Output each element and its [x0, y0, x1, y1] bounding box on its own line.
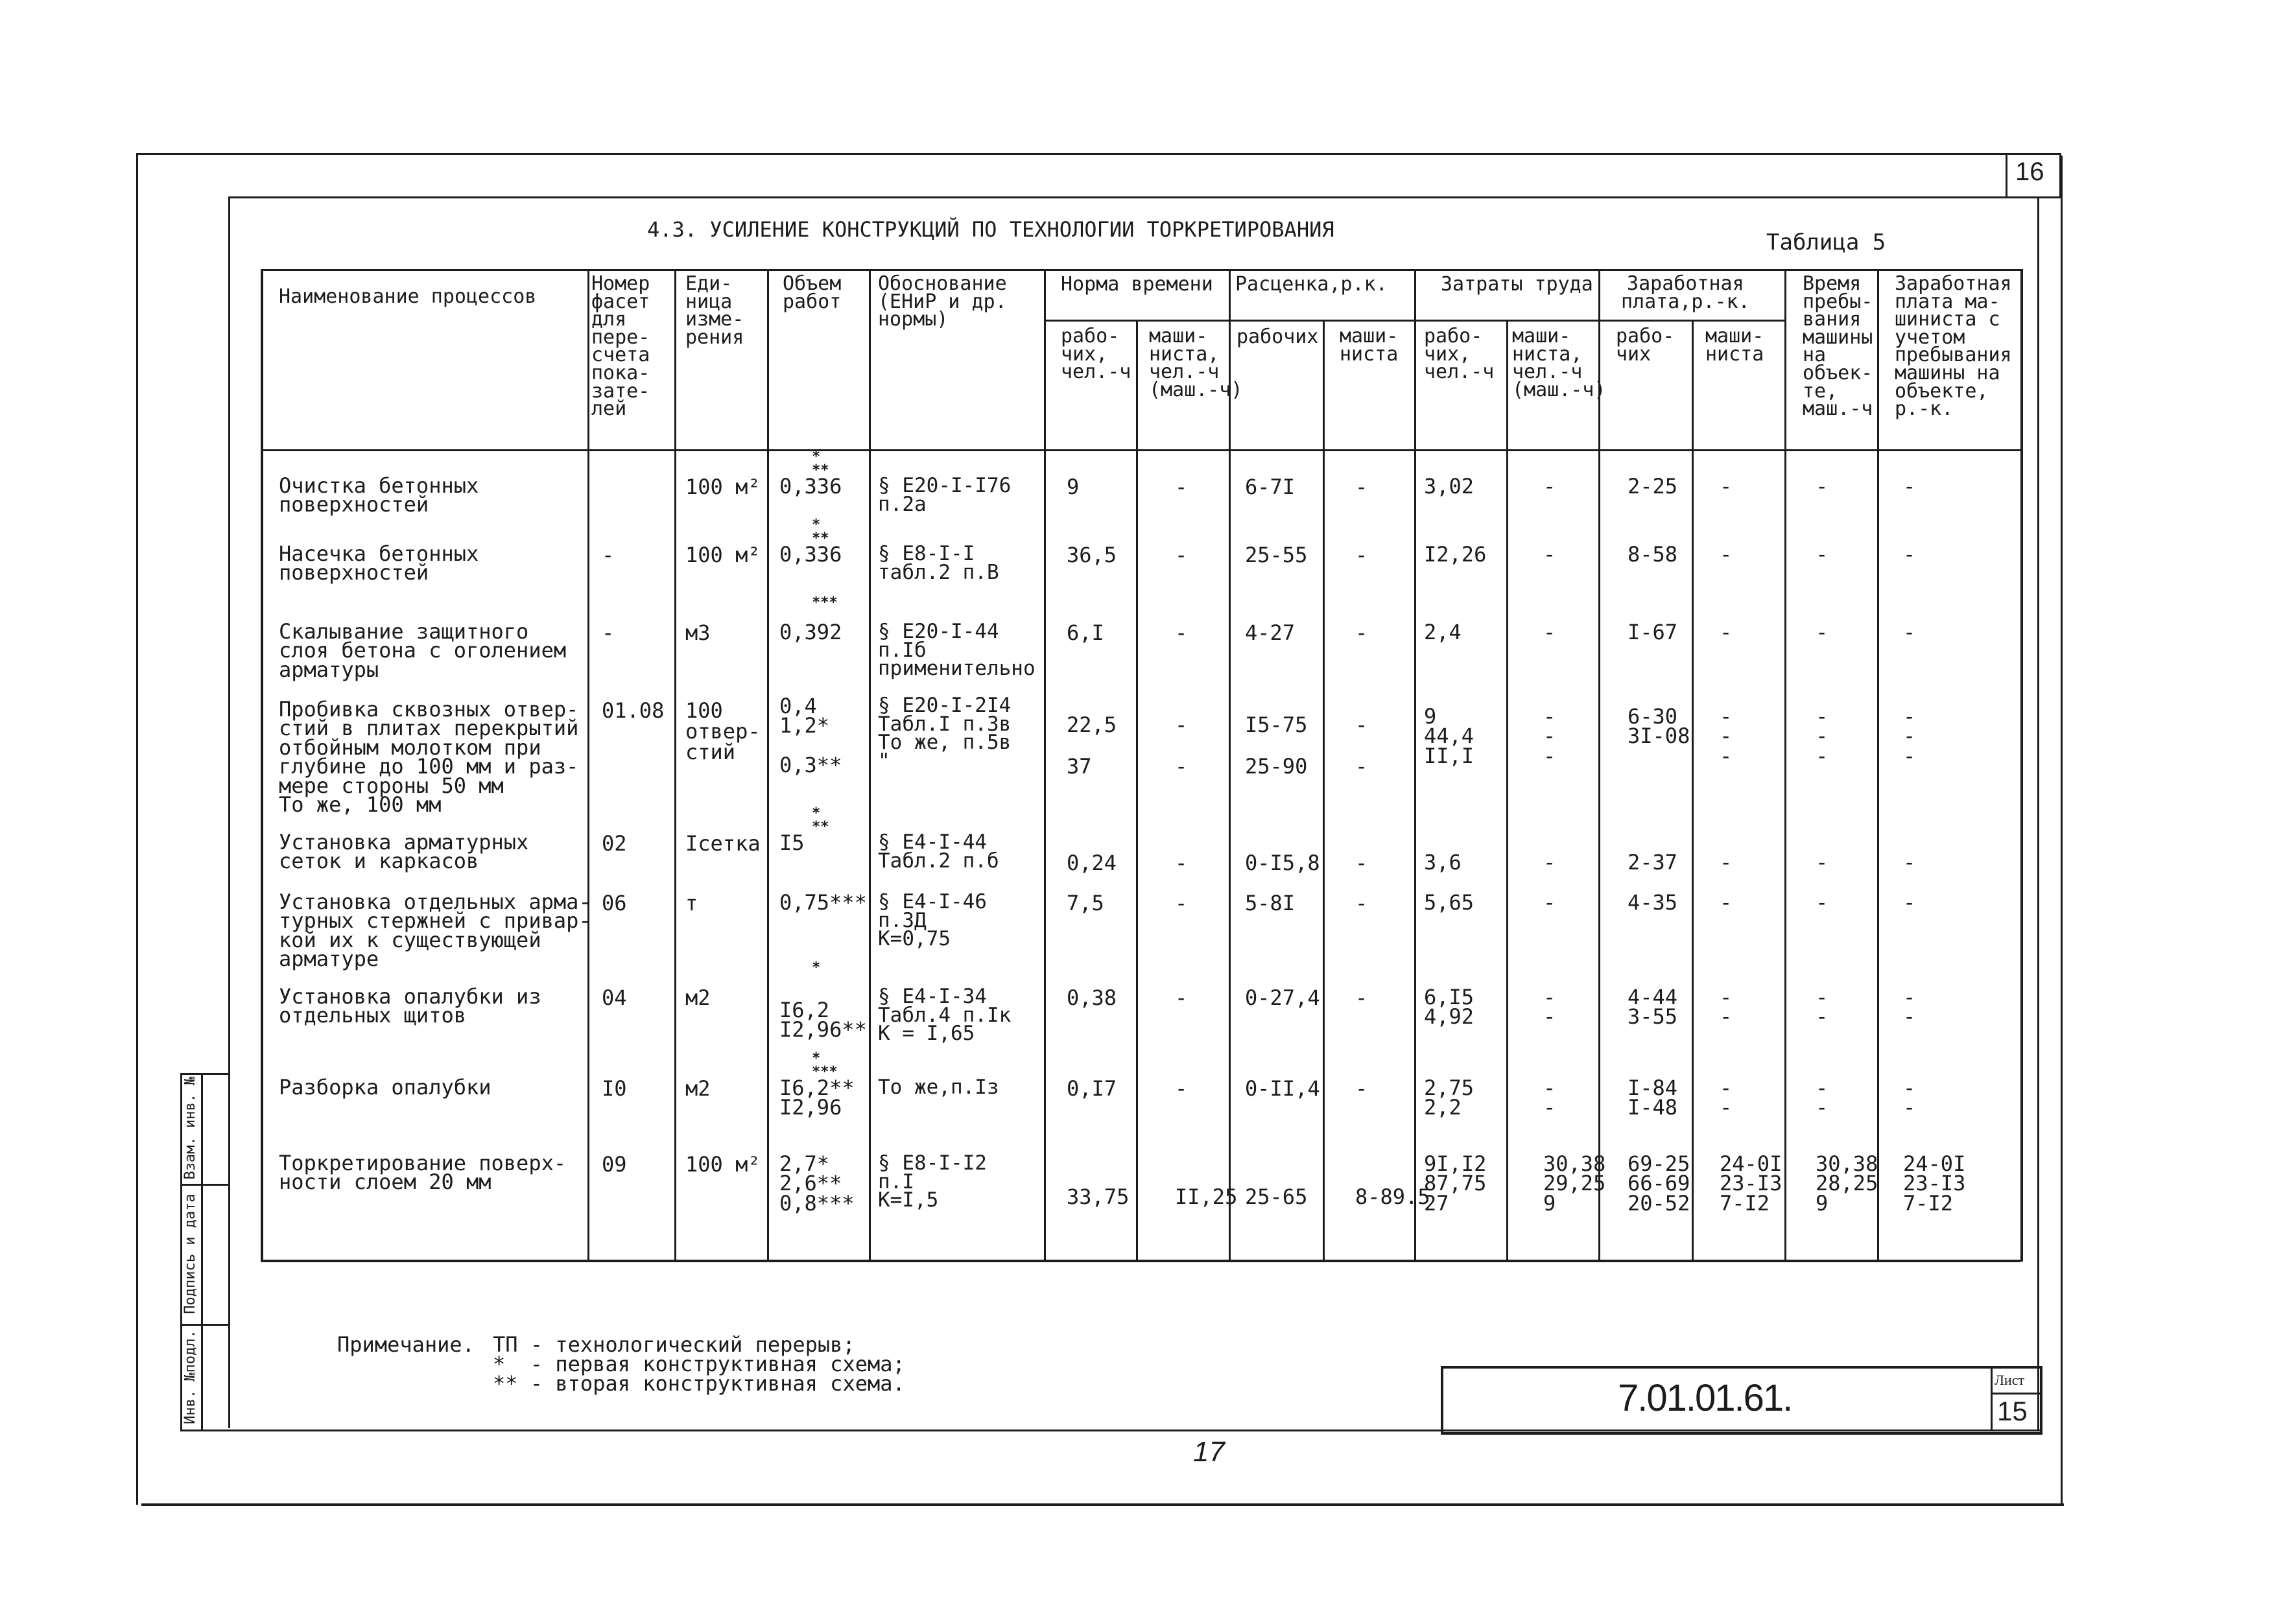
row-1-facet: -: [602, 543, 615, 567]
row-1-volume: 0,336: [779, 542, 842, 567]
row-2-volume-mark: ***: [812, 594, 838, 611]
row-2-facet: -: [602, 620, 615, 645]
row-2-wage-m: -: [1720, 620, 1733, 644]
row-1-unit: 100 м²: [685, 543, 761, 567]
hdr-machine-wage: Заработная плата ма- шиниста с учетом пребывания машины на объекте, р.-к.: [1895, 272, 2012, 421]
row-5-mtime: -: [1816, 890, 1829, 915]
row-7-volume: I6,2** I2,96: [779, 1076, 855, 1120]
row-6-mtime: - -: [1816, 985, 1829, 1030]
row-3-rate-m: - -: [1355, 712, 1368, 779]
hdr-machine-time: Время пребы- вания машины на объек- те, маш.-ч: [1803, 272, 1873, 421]
row-8-norm-m: II,25: [1175, 1184, 1238, 1209]
row-6-unit: м2: [685, 985, 711, 1010]
row-6-labor-m: - -: [1543, 985, 1556, 1030]
note-label: Примечание.: [337, 1332, 475, 1357]
row-2-rate-m: -: [1355, 620, 1368, 645]
hdr-rate-machinist: маши- ниста: [1340, 325, 1399, 366]
row-5-rate-w: 5-8I: [1245, 891, 1296, 915]
hdr-wage: Заработная плата,р.-к.: [1621, 272, 1750, 313]
table-col-line-2: [767, 269, 769, 1260]
table-col-line-5: [1229, 269, 1231, 1260]
hdr-wage-worker: рабо- чих: [1616, 325, 1675, 366]
row-8-rate-w: 25-65: [1245, 1184, 1308, 1209]
row-2-rate-w: 4-27: [1245, 620, 1296, 645]
table-col-line-9: [1877, 269, 1879, 1260]
row-7-wage-w: I-84 I-48: [1628, 1076, 1678, 1120]
row-7-basis: То же,п.Iз: [878, 1076, 999, 1099]
row-4-volume-mark: * **: [812, 805, 829, 835]
row-5-volume: 0,75***: [779, 890, 867, 915]
hdr-name: Наименование процессов: [279, 285, 537, 308]
row-0-wage-m: -: [1720, 474, 1733, 499]
row-6-basis: § Е4-I-34 Табл.4 п.Iк К = I,65: [878, 985, 1012, 1046]
note-line-1: ТП - технологический перерыв;: [493, 1332, 855, 1357]
row-1-labor-m: -: [1543, 542, 1556, 567]
row-3-rate-w: I5-75 25-90: [1245, 712, 1308, 779]
hdr-norm-worker: рабо- чих, чел.-ч: [1061, 325, 1131, 384]
row-3-basis: § Е20-I-2I4 Табл.I п.3в То же, п.5в ": [878, 694, 1012, 773]
row-7-labor-w: 2,75 2,2: [1424, 1076, 1474, 1120]
row-6-name: Установка опалубки из отдельных щитов: [279, 984, 541, 1028]
row-3-wage-m: - - -: [1720, 704, 1733, 768]
hdr-norm: Норма времени: [1061, 273, 1213, 296]
table-subcol-line-1: [1323, 320, 1325, 1260]
hdr-rate: Расценка,р.к.: [1235, 273, 1388, 296]
frame-inner-top: [228, 196, 2037, 198]
hdr-labor-worker: рабо- чих, чел.-ч: [1424, 325, 1495, 384]
row-3-labor-w: 9 44,4 II,I: [1424, 704, 1474, 768]
row-6-mwage: - -: [1903, 985, 1916, 1030]
corner-number: 16: [2015, 158, 2044, 186]
row-5-wage-m: -: [1720, 890, 1733, 915]
row-7-volume-mark: * ***: [812, 1050, 838, 1080]
hdr-volume: Объем работ: [783, 272, 842, 313]
table-border-right: [2020, 269, 2023, 1262]
row-7-labor-m: - -: [1543, 1076, 1556, 1120]
hdr-basis: Обоснование (ЕНиР и др. нормы): [878, 272, 1007, 331]
row-6-norm-m: -: [1175, 985, 1188, 1010]
row-8-unit: 100 м²: [685, 1152, 761, 1177]
row-2-norm-m: -: [1175, 620, 1188, 645]
row-2-norm-w: 6,I: [1067, 620, 1104, 645]
row-3-volume: 0,4 1,2* 0,3**: [779, 694, 842, 778]
row-2-wage-w: I-67: [1628, 620, 1678, 644]
row-1-wage-w: 8-58: [1628, 542, 1678, 567]
stamp-sheet-divider: [1991, 1393, 2040, 1395]
row-0-mtime: -: [1816, 474, 1829, 499]
row-6-wage-m: - -: [1720, 985, 1733, 1030]
table-border-left: [261, 269, 263, 1262]
table-col-line-0: [587, 269, 589, 1260]
row-0-basis: § Е20-I-I76 п.2а: [878, 474, 1012, 516]
row-8-mtime: 30,38 28,25 9: [1816, 1151, 1878, 1216]
row-2-name: Скалывание защитного слоя бетона с оголением арматуры: [279, 619, 567, 682]
row-2-labor-w: 2,4: [1424, 620, 1462, 644]
row-6-wage-w: 4-44 3-55: [1628, 985, 1678, 1030]
row-2-volume: 0,392: [779, 620, 842, 644]
hdr-facet: Номер фасет для пере- счета пока- зате- лей: [591, 272, 650, 421]
row-4-norm-w: 0,24: [1067, 851, 1117, 875]
row-6-rate-w: 0-27,4: [1245, 985, 1320, 1010]
section-title: 4.3. УСИЛЕНИЕ КОНСТРУКЦИЙ ПО ТЕХНОЛОГИИ ТОРКРЕТИРОВАНИЯ: [647, 217, 1334, 242]
row-8-norm-w: 33,75: [1067, 1184, 1130, 1209]
bottom-page-number: 17: [1193, 1436, 1225, 1468]
row-1-volume-mark: * **: [812, 517, 829, 547]
row-0-unit: 100 м²: [685, 475, 761, 499]
row-6-volume-mark: *: [812, 959, 821, 976]
row-5-basis: § Е4-I-46 п.3Д К=0,75: [878, 890, 987, 951]
stamp-code: 7.01.01.61.: [1618, 1377, 1792, 1419]
row-4-labor-m: -: [1543, 850, 1556, 875]
row-6-volume: I6,2 I2,96**: [779, 998, 867, 1042]
row-0-norm-m: -: [1175, 475, 1188, 499]
row-4-unit: Iсетка: [685, 831, 761, 856]
row-0-mwage: -: [1903, 474, 1916, 499]
row-1-mwage: -: [1903, 542, 1916, 567]
table-col-line-1: [674, 269, 676, 1260]
hdr-norm-machinist: маши- ниста, чел.-ч (маш.-ч): [1149, 325, 1243, 401]
row-8-rate-m: 8-89.5: [1355, 1184, 1430, 1209]
hdr-wage-machinist: маши- ниста: [1705, 325, 1764, 366]
table-subcol-line-2: [1506, 320, 1508, 1260]
side-label-podl: Инв. №подл.: [182, 1330, 198, 1424]
table-border-top: [261, 269, 2020, 271]
row-2-unit: м3: [685, 620, 711, 645]
row-2-basis: § Е20-I-44 п.Iб применительно: [878, 620, 1036, 681]
side-label-sign: Подпись и дата: [182, 1194, 198, 1314]
row-8-labor-m: 30,38 29,25 9: [1543, 1151, 1606, 1216]
row-5-wage-w: 4-35: [1628, 890, 1678, 915]
frame-inner-left: [228, 196, 230, 1428]
row-3-norm-w: 22,5 37: [1067, 712, 1117, 779]
row-5-norm-m: -: [1175, 891, 1188, 915]
table-subheader-line-0: [1044, 320, 1229, 322]
row-3-norm-m: - -: [1175, 712, 1188, 779]
row-6-rate-m: -: [1355, 985, 1368, 1010]
row-6-facet: 04: [602, 985, 627, 1010]
row-6-norm-w: 0,38: [1067, 985, 1117, 1010]
side-strip-div2: [180, 1324, 230, 1326]
row-1-rate-m: -: [1355, 543, 1368, 567]
table-subcol-line-3: [1692, 320, 1694, 1260]
row-8-wage-m: 24-0I 23-I3 7-I2: [1720, 1151, 1782, 1216]
row-1-mtime: -: [1816, 542, 1829, 567]
row-0-rate-m: -: [1355, 475, 1368, 499]
row-4-wage-w: 2-37: [1628, 850, 1678, 875]
table-col-line-7: [1598, 269, 1600, 1260]
row-7-name: Разборка опалубки: [279, 1075, 491, 1100]
side-strip-div1: [180, 1184, 230, 1186]
row-5-mwage: -: [1903, 890, 1916, 915]
row-8-name: Торкретирование поверх- ности слоем 20 мм: [279, 1151, 567, 1195]
row-0-labor-w: 3,02: [1424, 474, 1474, 499]
row-4-name: Установка арматурных сеток и каркасов: [279, 830, 529, 874]
row-3-wage-w: 6-30 3I-08: [1628, 704, 1690, 749]
row-1-wage-m: -: [1720, 542, 1733, 567]
row-4-mwage: -: [1903, 850, 1916, 875]
row-7-unit: м2: [685, 1076, 711, 1101]
stamp-sheet-label: Лист: [1995, 1372, 2025, 1388]
row-1-rate-w: 25-55: [1245, 543, 1308, 567]
row-3-mtime: - - -: [1816, 704, 1829, 768]
row-7-rate-w: 0-II,4: [1245, 1076, 1320, 1101]
row-8-basis: § Е8-I-I2 п.I К=I,5: [878, 1151, 987, 1212]
hdr-rate-worker: рабочих: [1237, 325, 1319, 348]
table-label: Таблица 5: [1766, 229, 1886, 255]
frame-outer-left: [136, 153, 138, 1505]
row-4-rate-m: -: [1355, 851, 1368, 875]
row-1-basis: § Е8-I-I табл.2 п.В: [878, 542, 999, 584]
row-7-wage-m: - -: [1720, 1076, 1733, 1120]
row-7-norm-m: -: [1175, 1076, 1188, 1101]
table-col-line-8: [1784, 269, 1786, 1260]
row-4-volume: I5: [779, 830, 805, 855]
stamp-divider: [1991, 1366, 1993, 1431]
row-0-norm-w: 9: [1067, 475, 1080, 499]
row-8-mwage: 24-0I 23-I3 7-I2: [1903, 1151, 1966, 1216]
frame-outer-bottom: [141, 1503, 2064, 1506]
hdr-unit: Еди- ница изме- рения: [685, 272, 744, 349]
table-subheader-line-1: [1229, 320, 1414, 322]
row-4-labor-w: 3,6: [1424, 850, 1462, 875]
row-4-mtime: -: [1816, 850, 1829, 875]
row-3-facet: 01.08: [602, 698, 665, 723]
row-1-norm-m: -: [1175, 543, 1188, 567]
row-5-facet: 06: [602, 891, 627, 915]
table-col-line-4: [1044, 269, 1046, 1260]
table-col-line-3: [869, 269, 871, 1260]
row-4-wage-m: -: [1720, 850, 1733, 875]
row-4-norm-m: -: [1175, 851, 1188, 875]
row-4-facet: 02: [602, 831, 627, 856]
row-2-labor-m: -: [1543, 620, 1556, 644]
frame-outer-top: [136, 153, 2037, 155]
row-4-basis: § Е4-I-44 Табл.2 п.б: [878, 830, 999, 873]
row-8-labor-w: 9I,I2 87,75 27: [1424, 1151, 1487, 1216]
row-5-labor-w: 5,65: [1424, 890, 1474, 915]
row-7-facet: I0: [602, 1076, 627, 1101]
row-5-norm-w: 7,5: [1067, 891, 1104, 915]
note-line-3: ** - вторая конструктивная схема.: [493, 1371, 905, 1396]
table-subheader-line-2: [1414, 320, 1598, 322]
row-7-mwage: - -: [1903, 1076, 1916, 1120]
row-3-name: Пробивка сквозных отвер- стий в плитах перекрытий отбойным молотком при глубине до 100 мм и раз- мере стороны 50 мм То же, 100 мм: [279, 697, 579, 818]
side-strip-mid: [201, 1073, 203, 1431]
row-5-name: Установка отдельных арма- турных стержней с привар- кой их к существующей арматуре: [279, 889, 591, 972]
row-5-unit: т: [685, 891, 698, 915]
row-3-unit: 100 отвер- стий: [685, 698, 761, 764]
hdr-labor-machinist: маши- ниста, чел.-ч (маш.-ч): [1512, 325, 1606, 401]
row-6-labor-w: 6,I5 4,92: [1424, 985, 1474, 1030]
row-4-rate-w: 0-I5,8: [1245, 851, 1320, 875]
row-1-norm-w: 36,5: [1067, 543, 1117, 567]
row-8-wage-w: 69-25 66-69 20-52: [1628, 1151, 1690, 1216]
row-1-labor-w: I2,26: [1424, 542, 1487, 567]
row-0-rate-w: 6-7I: [1245, 475, 1296, 499]
table-subcol-line-0: [1136, 320, 1138, 1260]
row-0-name: Очистка бетонных поверхностей: [279, 473, 479, 517]
row-5-rate-m: -: [1355, 891, 1368, 915]
row-8-volume: 2,7* 2,6** 0,8***: [779, 1151, 855, 1216]
stamp-sheet-number: 15: [1997, 1396, 2028, 1426]
row-0-labor-m: -: [1543, 474, 1556, 499]
row-2-mwage: -: [1903, 620, 1916, 644]
table-col-line-6: [1414, 269, 1416, 1260]
side-label-inv: Взам. инв. №: [182, 1076, 198, 1180]
frame-inner-right: [2037, 196, 2039, 1431]
row-3-labor-m: - - -: [1543, 704, 1556, 768]
row-7-norm-w: 0,I7: [1067, 1076, 1117, 1101]
table-border-bottom: [261, 1260, 2020, 1262]
side-strip-top: [180, 1073, 230, 1075]
row-8-facet: 09: [602, 1152, 627, 1177]
frame-outer-right: [2061, 156, 2063, 1506]
row-5-labor-m: -: [1543, 890, 1556, 915]
row-1-name: Насечка бетонных поверхностей: [279, 541, 479, 585]
row-7-mtime: - -: [1816, 1076, 1829, 1120]
note-line-2: * - первая конструктивная схема;: [493, 1352, 905, 1376]
row-0-volume-mark: * **: [812, 449, 829, 478]
row-0-wage-w: 2-25: [1628, 474, 1678, 499]
row-2-mtime: -: [1816, 620, 1829, 644]
row-3-mwage: - - -: [1903, 704, 1916, 768]
hdr-labor: Затраты труда: [1441, 273, 1593, 296]
row-7-rate-m: -: [1355, 1076, 1368, 1101]
row-0-volume: 0,336: [779, 474, 842, 499]
table-subheader-line-3: [1598, 320, 1784, 322]
table-header-bottom: [261, 449, 2020, 451]
